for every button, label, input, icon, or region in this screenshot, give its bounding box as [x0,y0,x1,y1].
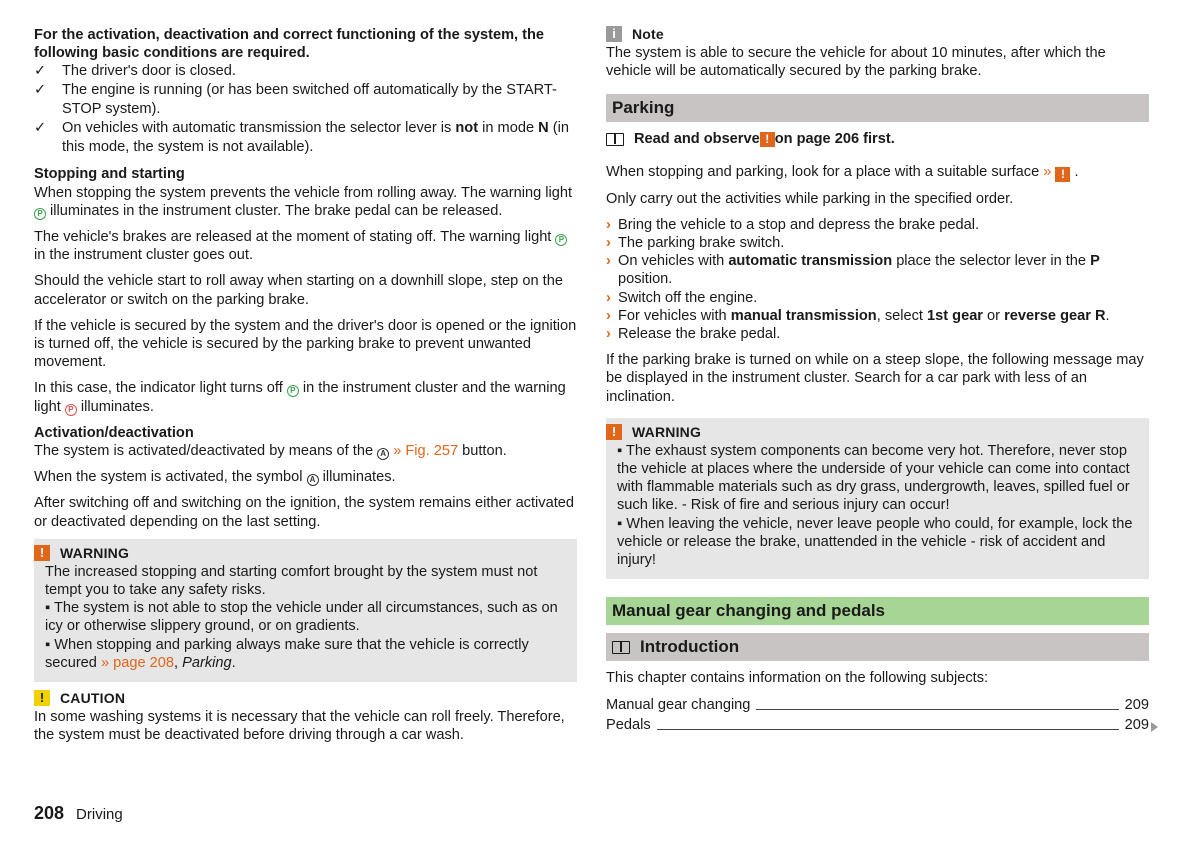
activation-paragraph: The system is activated/deactivated by means of the A » Fig. 257 button. [34,443,507,460]
step-item: › The parking brake switch. [606,235,785,252]
left-column [34,26,577,744]
chevron-right-icon: › [606,326,611,343]
parking-paragraph: If the parking brake is turned on while on a steep slope, the following message may be displayed in the instrument cluster. Search for a car park with less of an inclination. [606,352,1144,405]
toc-row[interactable] [606,715,1149,735]
step-item: › Release the brake pedal. [606,326,781,343]
warning-text: ▪ When leaving the vehicle, never leave people who could, for example, lock the vehicle or release the brake, unattended in the vehicle - risk of accident and injury! [617,515,1133,569]
book-icon [606,133,624,146]
toc-row[interactable] [606,695,1149,715]
stopping-paragraph: In this case, the indicator light turns off P in the instrument cluster and the warning light P illuminates. [34,380,566,415]
condition-item [34,81,577,119]
check-icon: ✓ [34,82,47,99]
next-page-icon [1151,722,1158,732]
toc-label: Pedals [606,717,651,734]
caution-icon: ! [34,690,50,706]
stopping-heading: Stopping and starting [34,166,185,183]
caution-text: In some washing systems it is necessary that the vehicle can roll freely. Therefore, the system must be deactivated before driving through a car wash. [34,709,565,744]
toc-page: 209 [1124,717,1149,734]
fig-257-link[interactable]: » Fig. 257 [393,443,459,460]
see-link[interactable]: » [1043,163,1052,180]
warning-title: WARNING [632,423,702,440]
caution-box [34,690,577,744]
auto-hold-symbol-icon: A [307,474,319,486]
step-item: › Bring the vehicle to a stop and depress the brake pedal. [606,216,980,233]
condition-text: The driver's door is closed. [62,63,236,80]
check-icon: ✓ [34,63,47,80]
parking-section-title: Parking [606,94,1149,122]
auto-hold-button-icon: A [377,448,389,460]
activation-heading: Activation/deactivation [34,424,194,441]
read-observe: Read and observe ! on page 206 first. [606,130,1149,148]
toc-label: Manual gear changing [606,697,751,714]
warning-title: WARNING [60,544,130,561]
warning-text: ▪ The exhaust system components can become very hot. Therefore, never stop the vehicle at places where the underside of your vehicle can come into contact with flammable materials such as dry grass, undergrowth, leaves, spilled fuel or such like. - Risk of fire and serious injury can occur! [617,442,1130,514]
parking-paragraph: When stopping and parking, look for a place with a suitable surface » ! . [606,163,1079,181]
warning-icon: ! [34,545,50,561]
note-text: The system is able to secure the vehicle for about 10 minutes, after which the vehicle will be automatically secured by the parking brake. [606,45,1106,80]
section-name: Driving [76,806,123,823]
page-208-link[interactable]: » page 208 [100,654,175,671]
stopping-paragraph: The vehicle's brakes are released at the moment of stating off. The warning light P in the instrument cluster goes out. [34,228,577,264]
chevron-right-icon: › [606,289,611,306]
manual-gear-section-title: Manual gear changing and pedals [606,597,1149,625]
stopping-paragraph: If the vehicle is secured by the system and the driver's door is opened or the ignition is turned off, the vehicle is secured by the parking brake to prevent unwanted movement. [34,317,577,371]
right-column [606,26,1149,735]
condition-text: The engine is running (or has been switched off automatically by the START-STOP system). [62,82,557,118]
check-icon: ✓ [34,120,47,137]
toc-leader [657,729,1119,730]
introduction-title: Introduction [606,633,1149,661]
warning-box [606,418,1149,579]
toc-leader [756,709,1118,710]
brake-hold-green-icon: P [34,208,46,220]
book-icon [612,641,630,654]
warning-box [34,539,577,682]
brake-hold-green-icon: P [287,385,299,397]
step-item: › For vehicles with manual transmission, select 1st gear or reverse gear R. [606,307,1110,324]
page-footer [34,803,123,824]
activation-paragraph: When the system is activated, the symbol A illuminates. [34,469,396,486]
note-box [606,26,1149,80]
chevron-right-icon: › [606,253,611,270]
condition-text: On vehicles with automatic transmission the selector lever is not in mode N (in this mode, the system is not available). [62,120,569,156]
warning-inline-icon: ! [1055,167,1070,182]
warning-inline-icon: ! [760,132,775,147]
parking-brake-red-icon: P [65,404,77,416]
chevron-right-icon: › [606,216,611,233]
condition-item [34,119,577,157]
stopping-paragraph: When stopping the system prevents the vehicle from rolling away. The warning light P illuminates in the instrument cluster. The brake pedal can be released. [34,184,573,219]
page-number: 208 [34,803,65,823]
note-title: Note [632,26,664,42]
warning-text: The increased stopping and starting comfort brought by the system must not tempt you to take any safety risks. [45,563,538,599]
condition-item [34,62,577,81]
intro-conditions: For the activation, deactivation and correct functioning of the system, the following basic conditions are required. [34,27,545,62]
toc-page: 209 [1124,697,1149,714]
warning-text: ▪ When stopping and parking always make sure that the vehicle is correctly secured » page 208, Parking. [45,636,529,671]
brake-hold-green-icon: P [555,234,567,246]
step-item: › On vehicles with automatic transmission place the selector lever in the P position. [606,253,1100,288]
chevron-right-icon: › [606,235,611,252]
caution-title: CAUTION [60,690,126,707]
activation-paragraph: After switching off and switching on the ignition, the system remains either activated or deactivated depending on the last setting. [34,495,574,530]
chevron-right-icon: › [606,307,611,324]
warning-icon: ! [606,424,622,440]
step-item: › Switch off the engine. [606,289,758,306]
stopping-paragraph: Should the vehicle start to roll away when starting on a downhill slope, step on the accelerator or switch on the parking brake. [34,273,563,308]
warning-text: ▪ The system is not able to stop the vehicle under all circumstances, such as on icy or otherwise slippery ground, or on gradients. [45,600,558,635]
introduction-text: This chapter contains information on the following subjects: [606,670,989,687]
parking-paragraph: Only carry out the activities while parking in the specified order. [606,190,1014,207]
info-icon: i [606,26,622,42]
